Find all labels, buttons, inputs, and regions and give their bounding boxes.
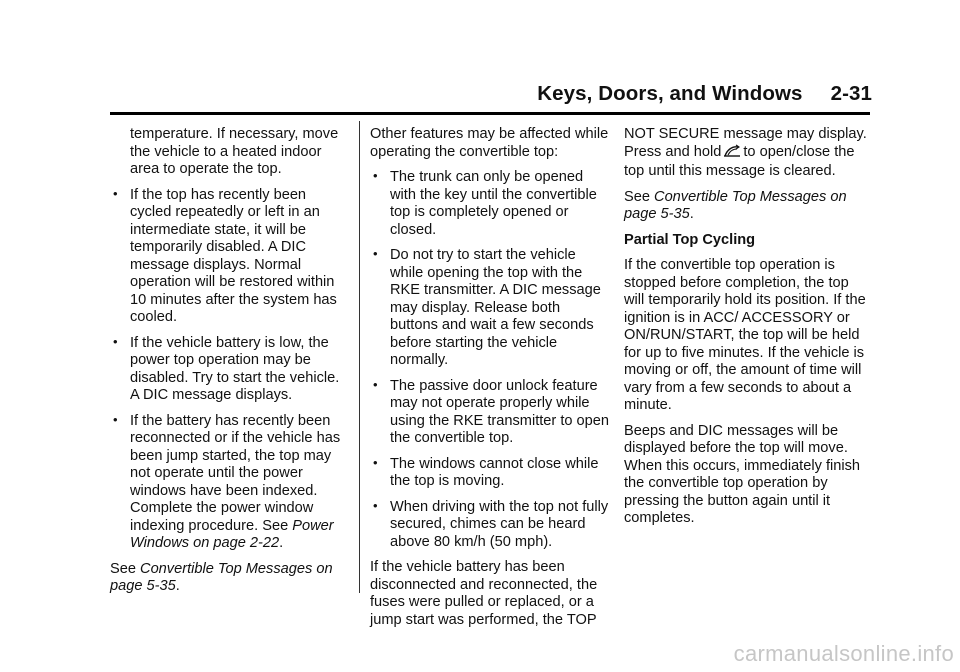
page-header: [537, 82, 872, 106]
bullet-list: [370, 169, 610, 551]
continued-paragraph: temperature. If necessary, move the vehicle to a heated indoor area to operate the top.: [130, 126, 339, 177]
body-paragraph: Beeps and DIC messages will be displayed before the top will move. When this occurs, immediately finish the convertible top operation by pressing the button again until it completes.: [624, 422, 861, 526]
list-item: • If the battery has recently been reconnected or if the vehicle has been jump started, the top may not operate until the power windows have been indexed. Complete the power window indexing procedure. See Power Windows on page 2-22.: [110, 413, 348, 553]
list-item: • If the top has recently been cycled repeatedly or left in an intermediate state, it will be temporarily disabled. A DIC message displays. Normal operation will be restored within 10 minutes after the system has cooled.: [110, 187, 348, 327]
list-item: • Do not try to start the vehicle while opening the top with the RKE transmitter. A DIC message may display. Release both buttons and wait a few seconds before starting the vehicle normally.: [370, 247, 610, 370]
message-paragraph: NOT SECURE message may display. Press and hold to open/close the top until this message is cleared.: [624, 126, 867, 179]
header-rule: [110, 112, 870, 115]
column-2: [370, 126, 610, 637]
subheading: Partial Top Cycling: [624, 231, 756, 248]
convertible-top-icon: [723, 144, 741, 164]
list-item: • The passive door unlock feature may not operate properly while using the RKE transmitter to open the convertible top.: [370, 378, 610, 448]
cross-reference-link[interactable]: Power Windows on page 2-22: [130, 517, 334, 551]
column-1: [110, 126, 348, 604]
column-divider: [359, 121, 360, 593]
page-number: 2-31: [830, 82, 872, 105]
list-item: • If the vehicle battery is low, the power top operation may be disabled. Try to start the vehicle. A DIC message displays.: [110, 335, 348, 405]
watermark: carmanualsonline.info: [733, 641, 954, 666]
bullet-list: [110, 187, 348, 553]
cross-reference-link[interactable]: Convertible Top Messages on page 5-35: [110, 560, 333, 594]
see-reference: See Convertible Top Messages on page 5-35.: [624, 188, 847, 222]
intro-paragraph: Other features may be affected while operating the convertible top:: [370, 126, 609, 160]
column-3: [624, 126, 872, 536]
see-reference: See Convertible Top Messages on page 5-35.: [110, 560, 333, 594]
cross-reference-link[interactable]: Convertible Top Messages on page 5-35: [624, 188, 847, 222]
section-title: Keys, Doors, and Windows: [537, 82, 803, 105]
body-paragraph: If the convertible top operation is stopped before completion, the top will temporarily hold its position. If the ignition is in ACC/ ACCESSORY or ON/RUN/START, the top will be held for up to five minutes. If the vehicle is moving or off, the amount of time will vary from a few seconds to about a minute.: [624, 257, 866, 413]
list-item: • When driving with the top not fully secured, chimes can be heard above 80 km/h (50 mph).: [370, 499, 610, 552]
list-item: • The trunk can only be opened with the key until the convertible top is completely opened or closed.: [370, 169, 610, 239]
closing-paragraph: If the vehicle battery has been disconnected and reconnected, the fuses were pulled or replaced, or a jump start was performed, the TOP: [370, 559, 598, 628]
list-item: • The windows cannot close while the top is moving.: [370, 456, 610, 491]
